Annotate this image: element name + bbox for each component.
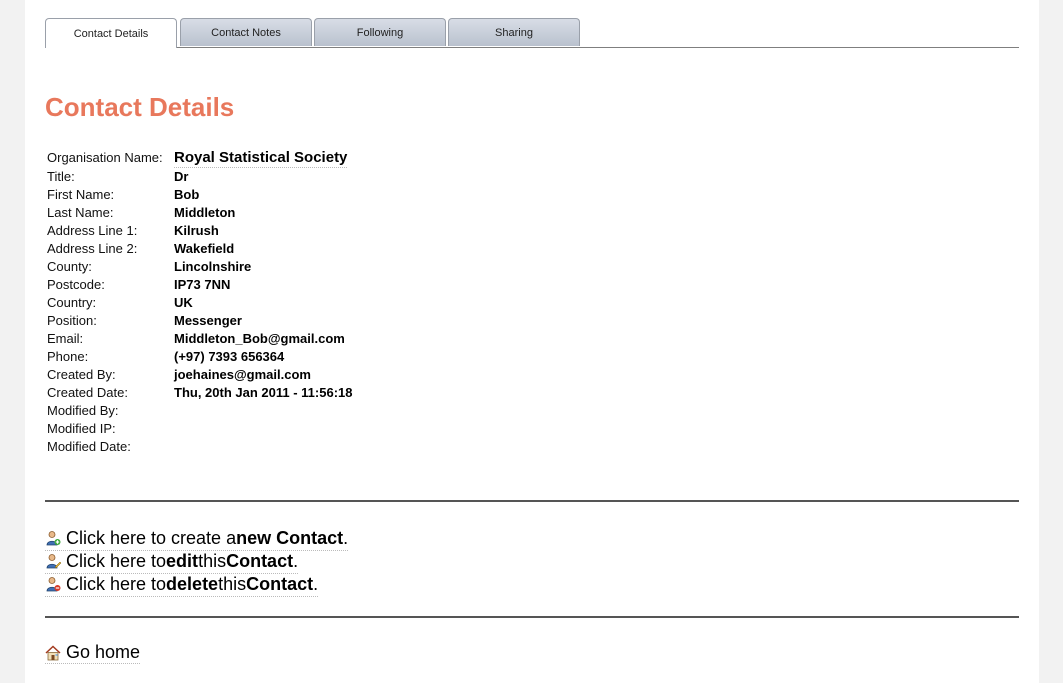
detail-label: Country: [47, 295, 97, 310]
detail-label: Postcode: [47, 277, 105, 292]
detail-value: Wakefield [174, 241, 235, 256]
contact-actions [45, 527, 348, 596]
detail-value: Messenger [174, 313, 242, 328]
tab-contact-details[interactable]: Contact Details [45, 18, 177, 48]
go-home-link[interactable] [45, 642, 140, 664]
edit-contact-row [45, 550, 348, 573]
detail-value: IP73 7NN [174, 277, 231, 292]
detail-value: Thu, 20th Jan 2011 - 11:56:18 [174, 385, 353, 400]
detail-label: Modified By: [47, 403, 119, 418]
page [25, 0, 1039, 683]
tab-bar [45, 18, 1019, 48]
delete-contact-link[interactable] [45, 573, 318, 597]
house-icon [45, 645, 61, 661]
action-text: this [218, 573, 247, 594]
detail-label: Address Line 1: [47, 223, 138, 238]
detail-row-last-name [47, 204, 352, 222]
detail-label: Email: [47, 331, 84, 346]
detail-label: Modified IP: [47, 421, 116, 436]
create-contact-link[interactable] [45, 527, 348, 551]
user-add-icon [45, 530, 61, 546]
detail-label: Phone: [47, 349, 89, 364]
organisation-value[interactable]: Royal Statistical Society [174, 149, 348, 166]
tab-baseline [45, 47, 1019, 48]
detail-row-position [47, 312, 352, 330]
detail-row-created-date [47, 384, 352, 402]
action-text: Click here to [66, 550, 167, 571]
create-contact-row [45, 527, 348, 550]
detail-row-county [47, 258, 352, 276]
detail-value: UK [174, 295, 193, 310]
detail-row-modified-ip [47, 420, 352, 438]
detail-label: Modified Date: [47, 439, 131, 454]
delete-contact-row [45, 573, 348, 596]
action-text-bold: Contact [226, 550, 294, 571]
divider [45, 500, 1019, 502]
detail-label: Created By: [47, 367, 116, 382]
action-text-bold: delete [166, 573, 219, 594]
detail-label: First Name: [47, 187, 115, 202]
go-home-label: Go home [66, 642, 141, 662]
detail-value: joehaines@gmail.com [174, 367, 311, 382]
user-delete-icon [45, 576, 61, 592]
action-text: . [343, 527, 349, 548]
detail-value: Lincolnshire [174, 259, 252, 274]
detail-label: Last Name: [47, 205, 114, 220]
detail-label: Title: [47, 169, 75, 184]
detail-row-first-name [47, 186, 352, 204]
detail-label: Created Date: [47, 385, 128, 400]
action-text-bold: new Contact [236, 527, 344, 548]
detail-value: Middleton [174, 205, 236, 220]
action-text: Click here to [66, 573, 167, 594]
detail-row-modified-date [47, 438, 352, 456]
detail-row-address-1 [47, 222, 352, 240]
detail-label: Position: [47, 313, 97, 328]
action-text: . [293, 550, 299, 571]
detail-label: County: [47, 259, 92, 274]
action-text-bold: Contact [246, 573, 314, 594]
detail-row-email [47, 330, 352, 348]
detail-row-phone [47, 348, 352, 366]
action-text: this [198, 550, 227, 571]
action-text: . [313, 573, 319, 594]
action-text-bold: edit [166, 550, 199, 571]
detail-value: (+97) 7393 656364 [174, 349, 285, 364]
contact-details-list [47, 148, 352, 456]
detail-row-organisation [47, 148, 352, 168]
detail-row-title [47, 168, 352, 186]
detail-value: Kilrush [174, 223, 219, 238]
detail-row-country [47, 294, 352, 312]
detail-value: Middleton_Bob@gmail.com [174, 331, 345, 346]
detail-label: Organisation Name: [47, 150, 163, 165]
tab-sharing[interactable]: Sharing [448, 18, 580, 46]
divider [45, 616, 1019, 618]
tab-contact-notes[interactable]: Contact Notes [180, 18, 312, 46]
user-edit-icon [45, 553, 61, 569]
detail-row-postcode [47, 276, 352, 294]
home-row [45, 642, 140, 666]
page-title: Contact Details [45, 92, 235, 122]
detail-value: Bob [174, 187, 200, 202]
detail-value: Dr [174, 169, 189, 184]
detail-label: Address Line 2: [47, 241, 138, 256]
tab-following[interactable]: Following [314, 18, 446, 46]
detail-row-modified-by [47, 402, 352, 420]
edit-contact-link[interactable] [45, 550, 298, 574]
action-text: Click here to create a [66, 527, 237, 548]
detail-row-created-by [47, 366, 352, 384]
detail-row-address-2 [47, 240, 352, 258]
